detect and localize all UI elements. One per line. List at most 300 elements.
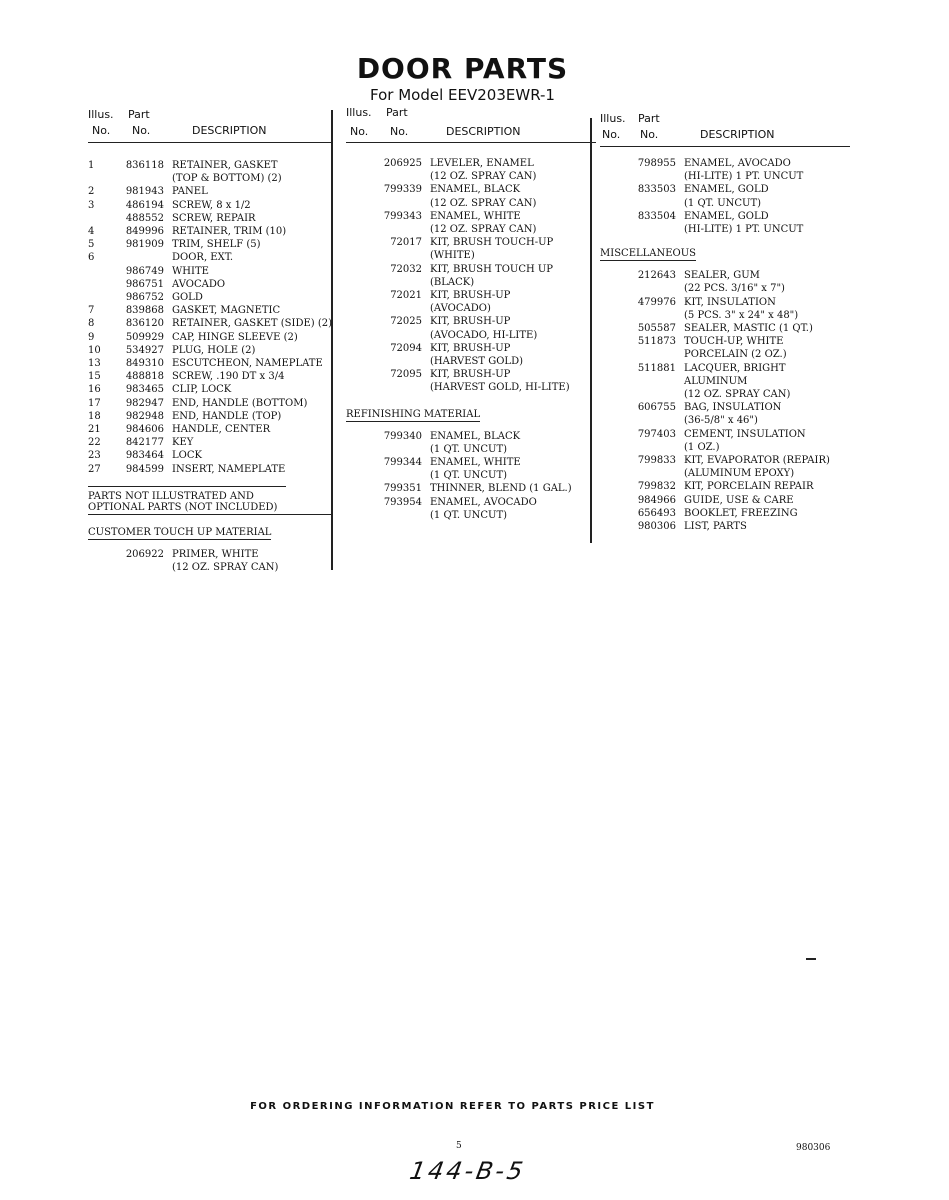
table-row [88,265,333,278]
table-row [346,197,596,210]
table-row [88,225,333,238]
part-description: CAP, HINGE SLEEVE (2) [172,331,298,343]
part-number [372,276,430,289]
part-number [626,414,684,427]
part-description: END, HANDLE (BOTTOM) [172,397,308,409]
illus-no-label: No. [602,128,621,141]
part-description: KIT, INSULATION [684,296,776,308]
part-description: GOLD [172,292,203,304]
part-description: LACQUER, BRIGHT [684,362,786,374]
column-header [600,110,850,146]
part-number: 486194 [125,199,164,211]
illus-number [600,322,626,335]
page-title: DOOR PARTS [356,52,569,85]
illus-number: 23 [88,450,101,462]
part-description: (1 QT. UNCUT) [430,443,508,455]
part-number: 511881 [637,362,676,374]
section-heading-not-illustrated [88,491,333,515]
part-number [372,329,430,342]
illus-number [600,388,626,401]
illus-number: 21 [88,424,101,436]
column-header [88,106,333,142]
illus-number [88,561,114,574]
table-row [600,348,850,361]
part-number: 799351 [383,483,422,495]
header-rule [346,142,596,143]
illus-number [346,443,372,456]
table-row [346,496,596,509]
part-description: LEVELER, ENAMEL [430,158,534,169]
table-row [346,469,596,482]
table-row [88,463,333,476]
description-label: DESCRIPTION [192,124,267,137]
illus-no-label: No. [92,124,111,137]
document-code: 980306 [796,1143,831,1153]
table-row [88,357,333,370]
illus-number [346,276,372,289]
part-description: SCREW, REPAIR [172,212,256,224]
part-number: 799343 [383,210,422,222]
table-row [88,548,333,561]
parts-column-2 [346,106,596,522]
illus-number [346,469,372,482]
part-description: (1 QT. UNCUT) [430,470,508,482]
table-row [346,482,596,495]
illus-number [600,210,626,223]
illus-number [346,289,372,302]
part-description: END, HANDLE (TOP) [172,410,282,422]
section-heading-refinishing [346,409,596,422]
illus-number [600,197,626,210]
part-description: CLIP, LOCK [172,384,232,396]
table-row [600,197,850,210]
part-description: ENAMEL, AVOCADO [430,496,537,508]
illus-number [346,342,372,355]
illus-number [346,210,372,223]
description-label: DESCRIPTION [700,128,775,141]
part-description: (12 OZ. SPRAY CAN) [430,197,537,209]
part-number [372,249,430,262]
handwritten-note: 144-B-5 [407,1157,528,1185]
part-number: 984606 [125,424,164,436]
part-number: 72095 [390,369,422,381]
part-description: ENAMEL, WHITE [430,210,521,222]
part-number: 849310 [125,358,164,370]
part-number: 842177 [125,437,164,449]
table-row [88,370,333,383]
part-number: 799832 [637,481,676,493]
part-number [372,197,430,210]
part-description: (12 OZ. SPRAY CAN) [430,171,537,183]
part-number [626,467,684,480]
table-row [600,388,850,401]
part-number [372,170,430,183]
part-description: (BLACK) [430,276,475,288]
table-row [88,199,333,212]
part-description: KIT, BRUSH-UP [430,369,511,381]
part-description: KEY [172,437,194,449]
part-number: 488552 [125,212,164,224]
part-description: ENAMEL, BLACK [430,184,521,196]
table-row [346,381,596,394]
part-number: 534927 [125,344,164,356]
part-description: (HARVEST GOLD, HI-LITE) [430,382,570,394]
part-description: KIT, EVAPORATOR (REPAIR) [684,455,830,467]
section-rule [88,486,286,487]
table-row [88,344,333,357]
table-row [600,170,850,183]
part-description: KIT, BRUSH-UP [430,342,511,354]
part-description: (12 OZ. SPRAY CAN) [172,562,279,574]
part-number [372,302,430,315]
parts-list [600,269,850,533]
part-description: SEALER, GUM [684,270,760,282]
table-row [600,441,850,454]
part-description: (HARVEST GOLD) [430,356,523,368]
table-row [88,561,333,574]
table-row [88,331,333,344]
part-number: 72094 [390,342,422,354]
illus-number [346,249,372,262]
table-row [346,249,596,262]
illus-number: 7 [88,305,95,317]
column-header [346,106,596,142]
part-number [114,561,172,574]
part-description: LIST, PARTS [684,521,747,533]
part-number: 212643 [637,270,676,282]
part-number: 986752 [125,292,164,304]
table-row [600,401,850,414]
part-description: CEMENT, INSULATION [684,428,806,440]
table-row [346,223,596,236]
table-row [600,507,850,520]
model-subtitle: For Model EEV203EWR-1 [370,86,555,104]
part-number [626,223,684,236]
part-number [626,348,684,361]
part-number: 983464 [125,450,164,462]
table-row [600,428,850,441]
section-line: PARTS NOT ILLUSTRATED AND [88,490,254,502]
page-mark: 5 [456,1141,462,1151]
section-heading-touchup [88,527,333,540]
illus-number [600,282,626,295]
illus-number [600,157,626,170]
part-description: (AVOCADO) [430,303,491,315]
table-row [346,329,596,342]
illus-number: 15 [88,371,101,383]
part-description: BAG, INSULATION [684,402,782,414]
part-description: SCREW, .190 DT x 3/4 [172,371,285,383]
table-row [600,183,850,196]
illus-number [346,329,372,342]
table-row [600,269,850,282]
illus-number [346,197,372,210]
part-description: ESCUTCHEON, NAMEPLATE [172,358,323,370]
illus-number [346,381,372,394]
part-label: Part [386,106,408,119]
parts-list [88,548,333,574]
parts-column-1 [88,106,333,574]
part-number: 511873 [637,336,676,348]
table-row [88,251,333,264]
illus-number [346,496,372,509]
illus-number [346,315,372,328]
part-description: SCREW, 8 x 1/2 [172,199,251,211]
table-row [600,494,850,507]
part-description: KIT, BRUSH TOUCH-UP [430,237,554,249]
illus-number [600,375,626,388]
part-description: AVOCADO [172,278,226,290]
part-number: 656493 [637,507,676,519]
part-description: ENAMEL, GOLD [684,184,769,196]
part-number: 982947 [125,397,164,409]
table-row [600,480,850,493]
part-number: 505587 [637,323,676,335]
table-row [600,157,850,170]
illus-number [600,441,626,454]
part-number: 986751 [125,278,164,290]
part-number [626,375,684,388]
part-description: RETAINER, GASKET [172,160,278,171]
part-number [372,223,430,236]
illus-number [600,296,626,309]
table-row [346,443,596,456]
part-label: Part [638,112,660,125]
illus-number [88,172,114,185]
illus-number: 10 [88,344,101,356]
part-number [626,441,684,454]
table-row [88,423,333,436]
table-row [346,342,596,355]
table-row [346,210,596,223]
part-number [114,172,172,185]
illus-number [346,430,372,443]
part-description: TRIM, SHELF (5) [172,239,261,251]
part-number: 981909 [125,239,164,251]
part-description: LOCK [172,450,202,462]
table-row [88,185,333,198]
illus-label: Illus. [88,108,114,121]
section-line: MISCELLANEOUS [600,248,697,260]
part-description: KIT, BRUSH-UP [430,290,511,302]
table-row [88,212,333,225]
illus-number: 22 [88,437,101,449]
illus-number: 6 [88,252,95,264]
part-number: 981943 [125,186,164,198]
ordering-note: FOR ORDERING INFORMATION REFER TO PARTS PRICE LIST [250,1101,655,1112]
part-description: INSERT, NAMEPLATE [172,463,286,475]
table-row [346,456,596,469]
part-description: (1 QT. UNCUT) [430,509,508,521]
part-number: 984966 [637,494,676,506]
illus-number [600,494,626,507]
margin-mark [806,958,816,960]
part-number [372,355,430,368]
parts-list [88,159,333,476]
illus-number [346,170,372,183]
illus-number [600,309,626,322]
part-number: 980306 [637,521,676,533]
description-label: DESCRIPTION [446,125,521,138]
part-description: RETAINER, TRIM (10) [172,226,287,238]
part-description: (ALUMINUM EPOXY) [684,468,795,480]
illus-number [600,362,626,375]
table-row [346,170,596,183]
part-number: 206922 [125,548,164,560]
part-number: 606755 [637,402,676,414]
part-number [372,509,430,522]
table-row [346,157,596,170]
illus-number [346,157,372,170]
table-row [600,362,850,375]
table-row [88,304,333,317]
part-label: Part [128,108,150,121]
illus-number [600,480,626,493]
illus-number [600,507,626,520]
part-description: ENAMEL, BLACK [430,430,521,442]
part-number: 799833 [637,455,676,467]
part-description: SEALER, MASTIC (1 QT.) [684,323,813,335]
part-number [626,197,684,210]
table-row [600,309,850,322]
part-description: (5 PCS. 3" x 24" x 48") [684,309,799,321]
section-line: OPTIONAL PARTS (NOT INCLUDED) [88,502,333,515]
table-row [600,467,850,480]
illus-number [88,548,114,561]
illus-number [600,520,626,533]
part-number [626,309,684,322]
table-row [346,263,596,276]
illus-number [88,265,114,278]
illus-number [346,302,372,315]
table-row [346,509,596,522]
part-description: BOOKLET, FREEZING [684,507,798,519]
table-row [600,335,850,348]
part-number: 799344 [383,457,422,469]
table-row [88,410,333,423]
part-number: 836118 [125,160,164,171]
part-description: (AVOCADO, HI-LITE) [430,329,538,341]
illus-number [346,263,372,276]
illus-number [600,467,626,480]
part-number [372,381,430,394]
part-description: DOOR, EXT. [172,252,234,264]
part-description: (36-5/8" x 46") [684,415,758,427]
part-description: THINNER, BLEND (1 GAL.) [430,483,572,495]
part-description: ENAMEL, WHITE [430,457,521,469]
part-number [626,388,684,401]
part-description: PORCELAIN (2 OZ.) [684,349,787,361]
part-description: RETAINER, GASKET (SIDE) (2) [172,318,333,330]
illus-number: 18 [88,410,101,422]
illus-number [600,428,626,441]
part-number: 839868 [125,305,164,317]
part-description: ENAMEL, AVOCADO [684,158,791,169]
table-row [88,383,333,396]
part-description: ENAMEL, GOLD [684,210,769,222]
table-row [88,436,333,449]
part-number: 72032 [390,263,422,275]
table-row [88,159,333,172]
table-row [600,520,850,533]
part-number: 984599 [125,463,164,475]
part-number: 986749 [125,265,164,277]
section-line: CUSTOMER TOUCH UP MATERIAL [88,526,272,538]
part-description: KIT, PORCELAIN REPAIR [684,481,814,493]
parts-list [600,157,850,236]
part-description: KIT, BRUSH-UP [430,316,511,328]
part-description: (TOP & BOTTOM) (2) [172,173,282,185]
illus-number [600,183,626,196]
table-row [600,322,850,335]
table-row [88,317,333,330]
illus-number [346,355,372,368]
part-description: GASKET, MAGNETIC [172,305,281,317]
illus-number [600,170,626,183]
part-number: 72025 [390,316,422,328]
section-line: REFINISHING MATERIAL [346,408,481,420]
table-row [88,172,333,185]
header-rule [600,146,850,147]
part-number: 206925 [383,158,422,169]
part-description: PRIMER, WHITE [172,548,259,560]
part-description: WHITE [172,265,209,277]
part-number: 798955 [637,158,676,169]
illus-number: 27 [88,463,101,475]
illus-number [600,335,626,348]
table-row [600,296,850,309]
table-row [346,368,596,381]
part-description: TOUCH-UP, WHITE [684,336,784,348]
table-row [600,223,850,236]
illus-number [346,509,372,522]
illus-number: 4 [88,226,95,238]
header-rule [88,142,333,143]
illus-number: 5 [88,239,95,251]
table-row [346,302,596,315]
table-row [346,183,596,196]
table-row [346,355,596,368]
illus-number [600,223,626,236]
part-number: 509929 [125,331,164,343]
illus-number [346,183,372,196]
table-row [600,210,850,223]
part-description: PLUG, HOLE (2) [172,344,256,356]
illus-number [346,482,372,495]
illus-label: Illus. [600,112,626,125]
part-description: (22 PCS. 3/16" x 7") [684,283,785,295]
part-description: (1 QT. UNCUT) [684,197,762,209]
illus-number [600,401,626,414]
illus-number [346,223,372,236]
part-description: (HI-LITE) 1 PT. UNCUT [684,224,804,236]
illus-number: 1 [88,160,95,171]
part-number: 72017 [390,237,422,249]
part-number: 982948 [125,410,164,422]
illus-number [600,454,626,467]
part-description: HANDLE, CENTER [172,424,271,436]
table-row [346,289,596,302]
part-number: 836120 [125,318,164,330]
illus-number [88,212,114,225]
table-row [88,449,333,462]
parts-column-3 [600,106,850,533]
illus-number [600,348,626,361]
illus-number [346,236,372,249]
illus-no-label: No. [350,125,369,138]
part-description: (12 OZ. SPRAY CAN) [684,389,791,401]
part-description: ALUMINUM [684,375,748,387]
